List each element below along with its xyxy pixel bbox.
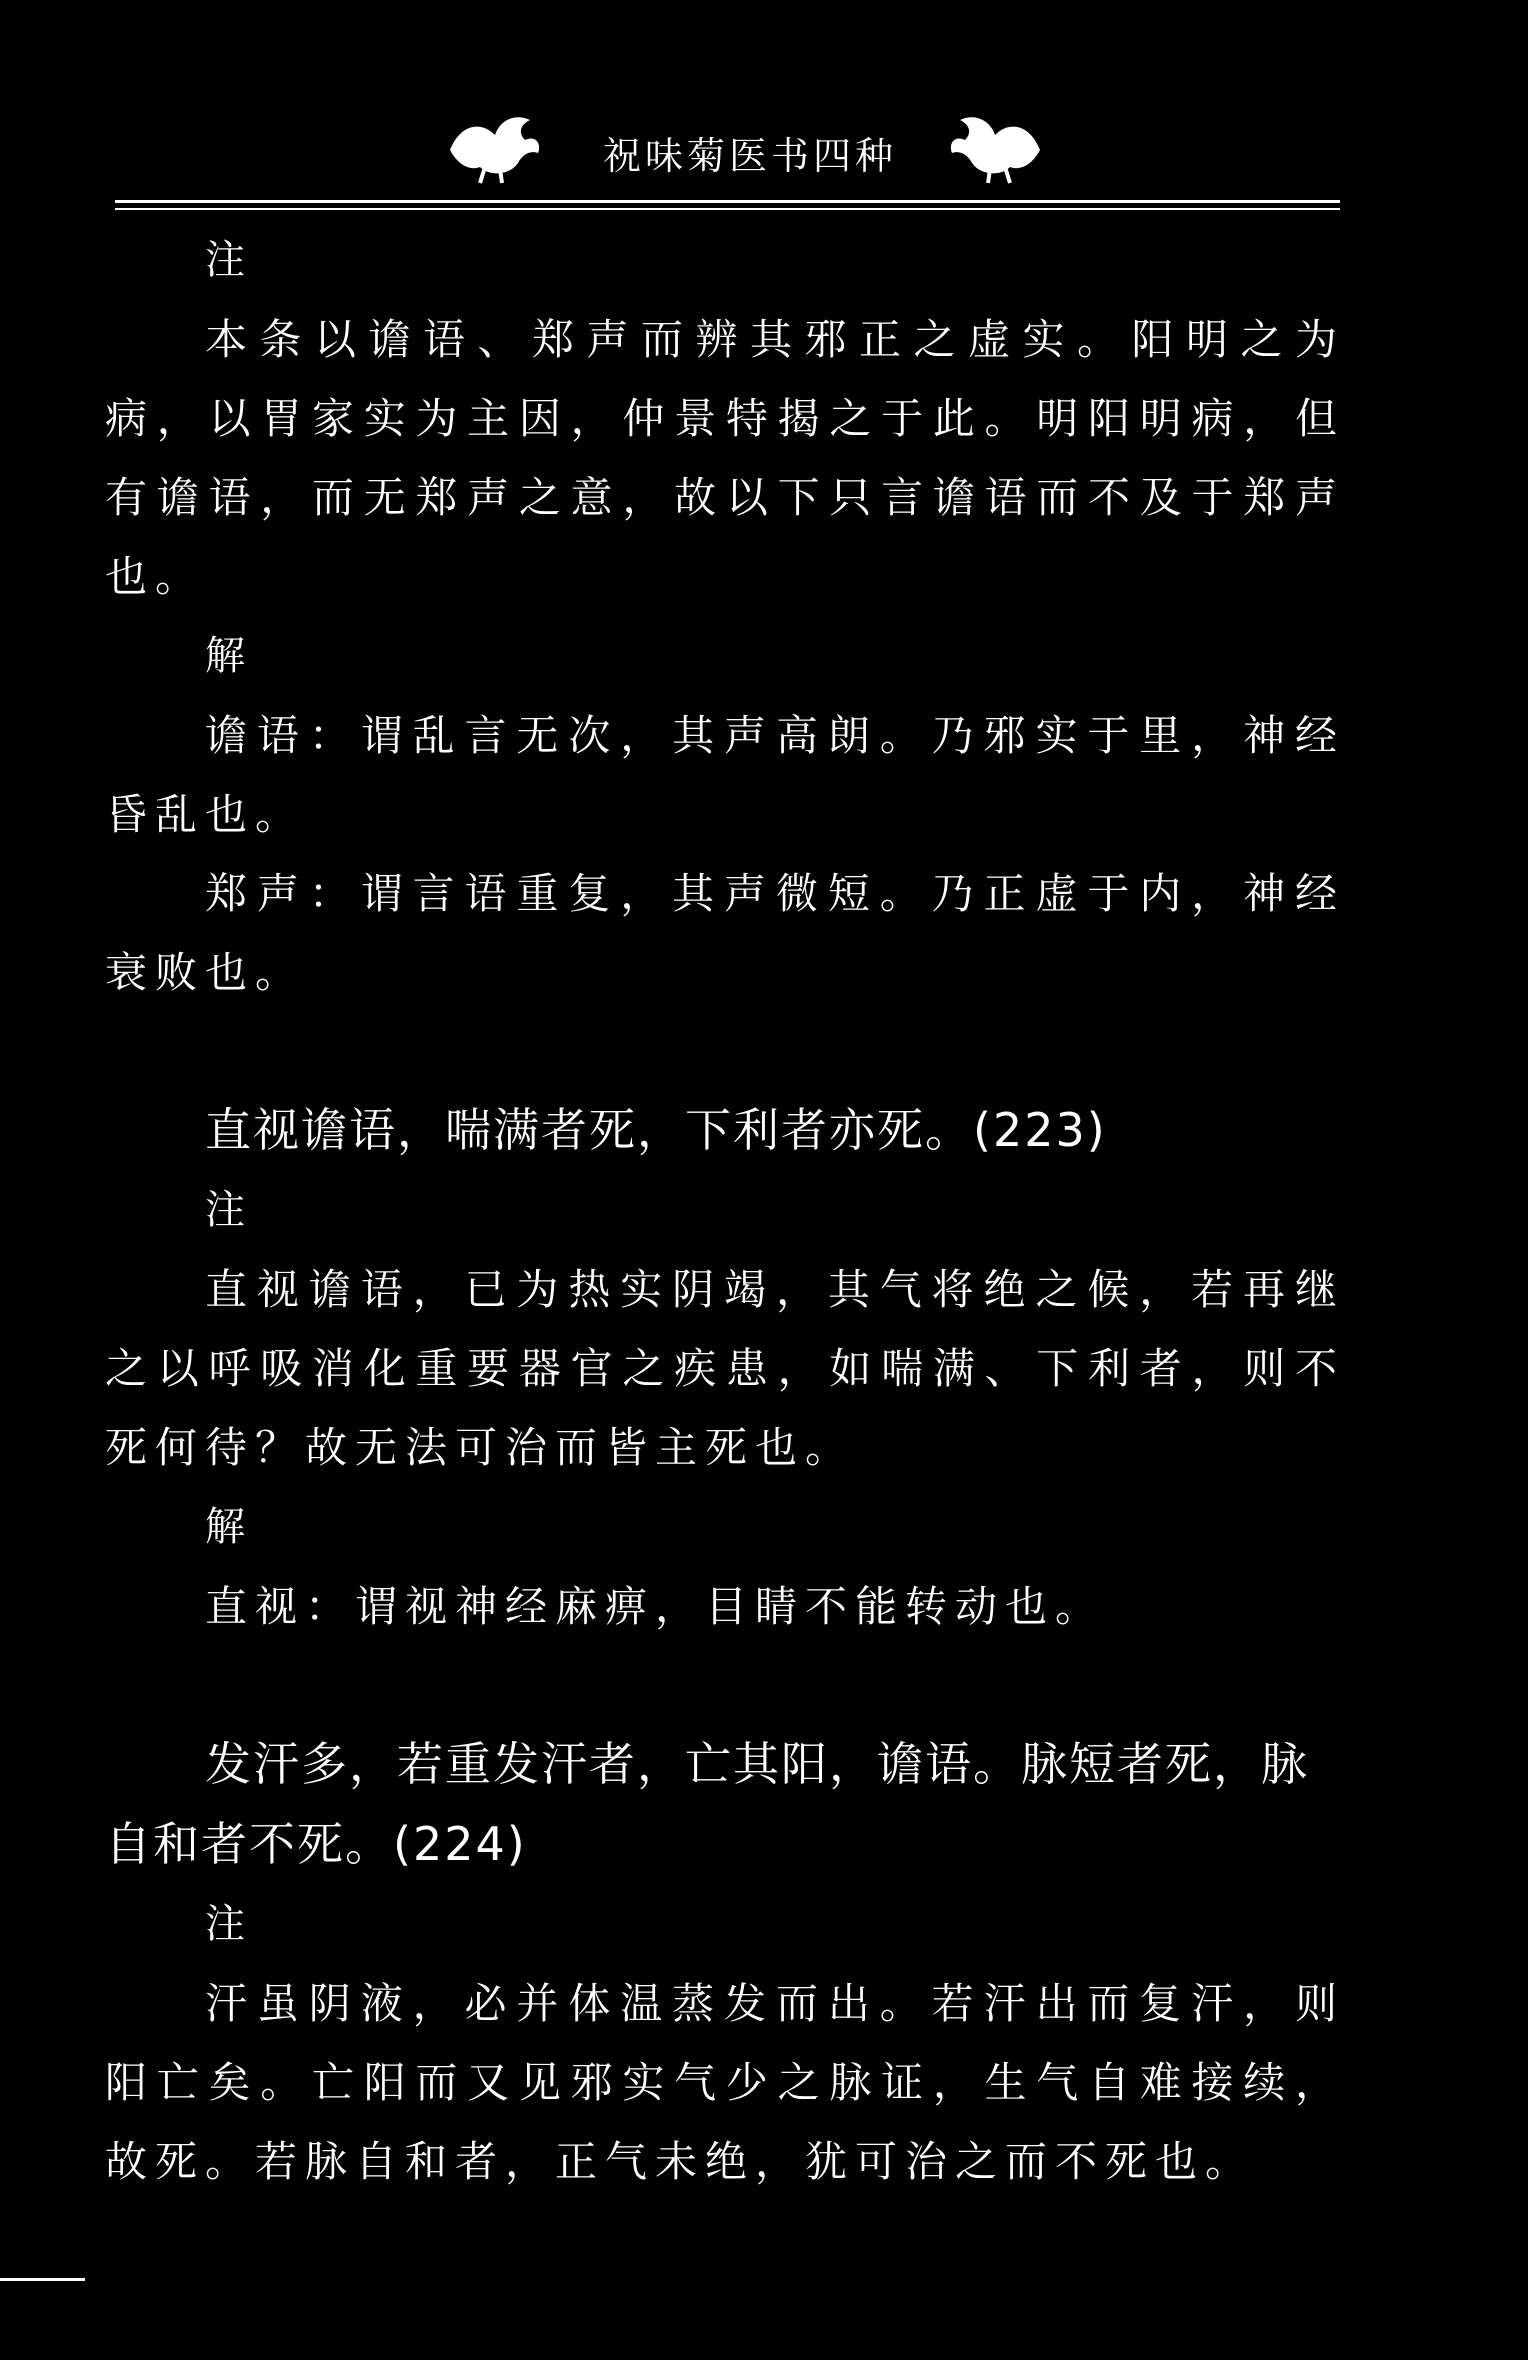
book-title: 祝味菊医书四种 [602,134,897,178]
phoenix-ornament-icon [940,105,1050,185]
section-label-explanation: 解 [205,1504,245,1550]
explanation-paragraph: 郑声：谓言语重复，其声微短。乃正虚于内，神经衰败也。 [105,869,1345,997]
commentary-paragraph: 本条以谵语、郑声而辨其邪正之虚实。阳明之为病，以胃家实为主因，仲景特揭之于此。明阳明病，但有谵语，而无郑声之意，故以下只言谵语而不及于郑声也。 [105,315,1345,601]
commentary-paragraph: 直视谵语，已为热实阴竭，其气将绝之候，若再继之以呼吸消化重要器官之疾患，如喘满、下利者，则不死何待？故无法可治而皆主死也。 [105,1265,1345,1472]
commentary-paragraph: 汗虽阴液，必并体温蒸发而出。若汗出而复汗，则阳亡矣。亡阳而又见邪实气少之脉证，生气自难接续，故死。若脉自和者，正气未绝，犹可治之而不死也。 [105,1979,1345,2186]
section-label-note: 注 [205,1901,245,1947]
header-rule-thick [115,200,1340,203]
clause-text: 直视谵语，喘满者死，下利者亦死。(223) [205,1103,1107,1157]
page-body [105,220,1345,2201]
section-gap [105,1012,1345,1090]
corner-rule [0,2278,85,2281]
section-label-explanation: 解 [205,633,245,679]
section-label-note: 注 [205,237,245,283]
clause-text: 发汗多，若重发汗者，亡其阳，谵语。脉短者死，脉自和者不死。(224) [105,1737,1309,1871]
explanation-paragraph: 直视：谓视神经麻痹，目睛不能转动也。 [205,1582,1106,1631]
section-label-note: 注 [205,1187,245,1233]
explanation-paragraph: 谵语：谓乱言无次，其声高朗。乃邪实于里，神经昏乱也。 [105,711,1345,839]
phoenix-ornament-icon [440,105,550,185]
section-gap [105,1646,1345,1724]
header-rule-thin [115,208,1340,210]
page-header [0,105,1528,205]
